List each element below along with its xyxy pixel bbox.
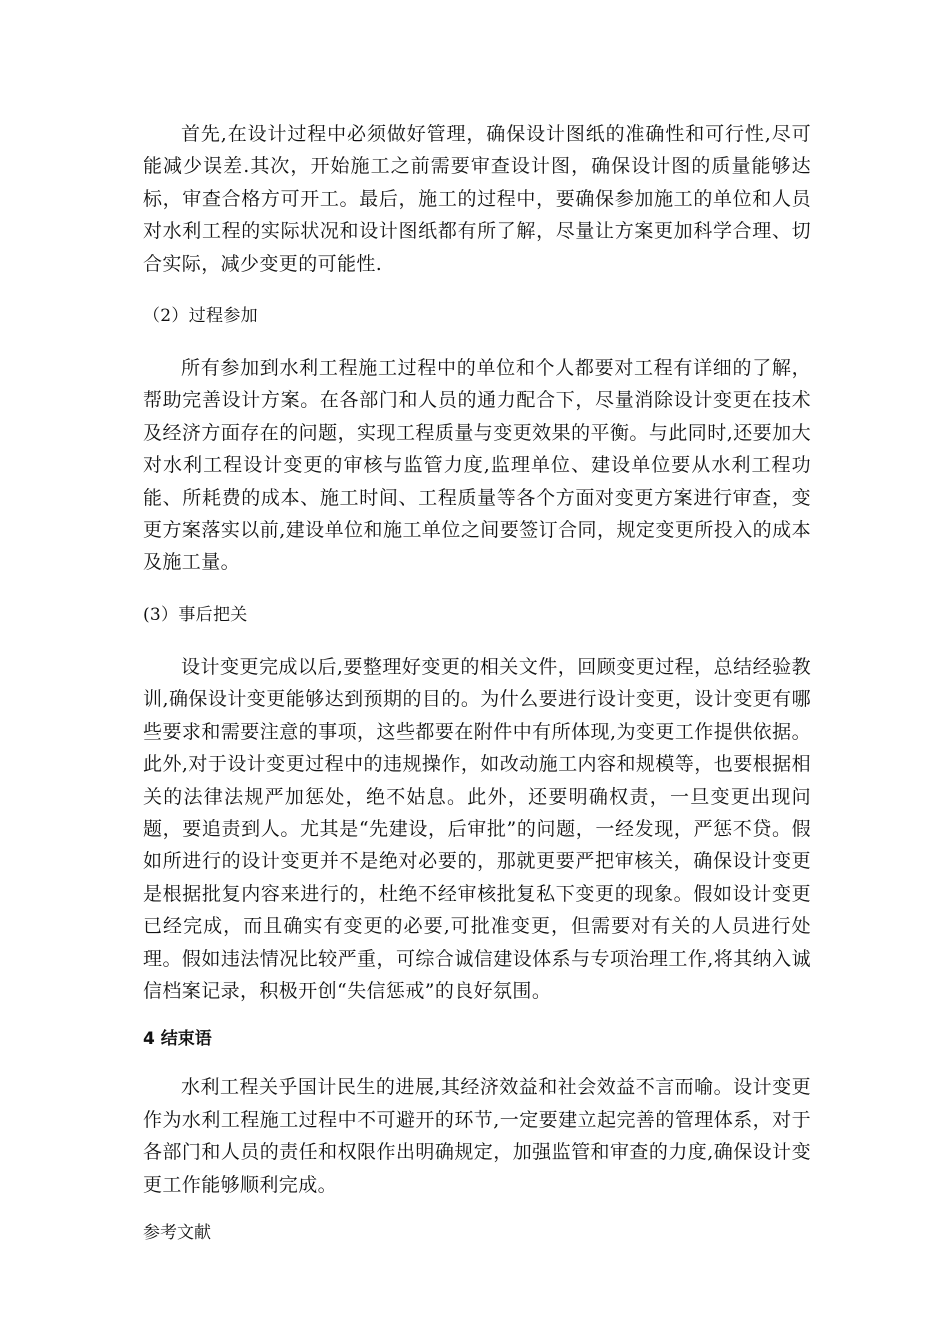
paragraph-design-management: 首先,在设计过程中必须做好管理，确保设计图纸的准确性和可行性,尽可能减少误差.其次，开始施工之前需要审查设计图，确保设计图的质量能够达标，审查合格方可开工。最后，施工的过程中，要确保参加施工的单位和人员对水利工程的实际状况和设计图纸都有所了解，尽量让方案更加科学合理、切合实际，减少变更的可能性.: [143, 123, 811, 275]
paragraph-conclusion: 水利工程关乎国计民生的进展,其经济效益和社会效益不言而喻。设计变更作为水利工程施工过程中不可避开的环节,一定要建立起完善的管理体系，对于各部门和人员的责任和权限作出明确规定，加强监管和审查的力度,确保设计变更工作能够顺利完成。: [143, 1076, 811, 1196]
references-heading: 参考文献: [143, 1222, 211, 1243]
paragraph-post-review: 设计变更完成以后,要整理好变更的相关文件，回顾变更过程，总结经验教训,确保设计变更能够达到预期的目的。为什么要进行设计变更，设计变更有哪些要求和需要注意的事项，这些都要在附件中有所体现,为变更工作提供依据。此外,对于设计变更过程中的违规操作，如改动施工内容和规模等，也要根据相关的法律法规严加惩处，绝不姑息。此外，还要明确权责，一旦变更出现问题，要追责到人。尤其是“先建设，后审批”的问题，一经发现，严惩不贷。假如所进行的设计变更并不是绝对必要的，那就更要严把审核关，确保设计变更是根据批复内容来进行的，杜绝不经审核批复私下变更的现象。假如设计变更已经完成，而且确实有变更的必要,可批准变更，但需要对有关的人员进行处理。假如违法情况比较严重，可综合诚信建设体系与专项治理工作,将其纳入诚信档案记录，积极开创“失信惩戒”的良好氛围。: [143, 655, 811, 1002]
section-heading-conclusion: 4 结束语: [143, 1029, 212, 1050]
document-page: [143, 118, 811, 1247]
subhead-post-review: (3）事后把关: [143, 604, 248, 625]
paragraph-process-participation: 所有参加到水利工程施工过程中的单位和个人都要对工程有详细的了解，帮助完善设计方案。在各部门和人员的通力配合下，尽量消除设计变更在技术及经济方面存在的问题，实现工程质量与变更效果的平衡。与此同时,还要加大对水利工程设计变更的审核与监管力度,监理单位、建设单位要从水利工程功能、所耗费的成本、施工时间、工程质量等各个方面对变更方案进行审查，变更方案落实以前,建设单位和施工单位之间要签订合同，规定变更所投入的成本及施工量。: [143, 357, 811, 574]
subhead-process-participation: （2）过程参加: [143, 306, 258, 327]
